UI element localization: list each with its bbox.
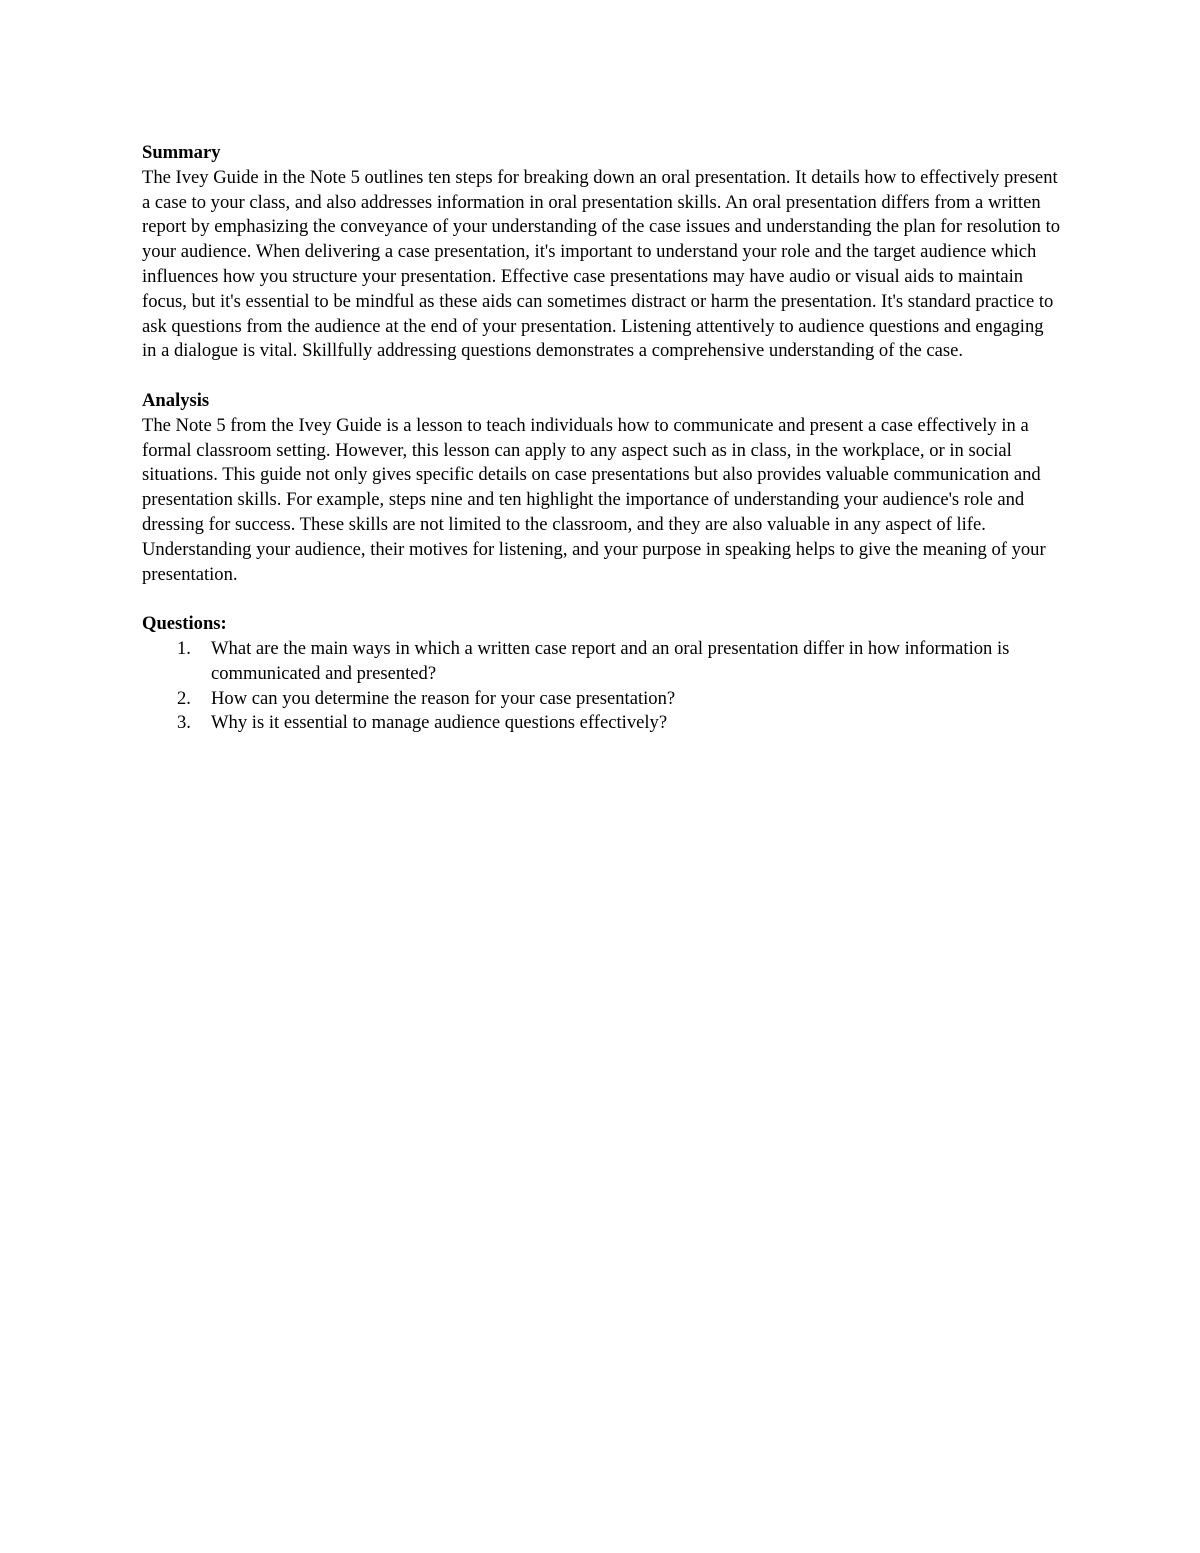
- question-text: Why is it essential to manage audience questions effectively?: [211, 712, 668, 734]
- questions-heading: Questions:: [142, 613, 227, 635]
- analysis-heading: Analysis: [142, 389, 210, 411]
- summary-heading: Summary: [142, 142, 221, 163]
- analysis-paragraph: The Note 5 from the Ivey Guide is a lesson to teach individuals how to communicate and present a case effectively in a formal classroom setting. However, this lesson can apply to any aspect such as in class, in the workplace, or in social situations. This guide not only gives specific details on case presentations but also provides valuable communication and presentation skills. For example, steps nine and ten highlight the importance of understanding your audience's role and dressing for success. These skills are not limited to the classroom, and they are also valuable in any aspect of life. Understanding your audience, their motives for listening, and your purpose in speaking helps to give the meaning of your presentation.: [142, 414, 1046, 585]
- analysis-section: [142, 389, 1062, 587]
- question-number: 3.: [177, 712, 191, 734]
- list-item: [142, 687, 1062, 712]
- list-item: [142, 711, 1062, 736]
- questions-list: [142, 637, 1062, 736]
- question-number: 2.: [177, 687, 191, 709]
- question-text: What are the main ways in which a written case report and an oral presentation differ in how information is communicated and presented?: [211, 637, 1010, 684]
- summary-paragraph: The Ivey Guide in the Note 5 outlines ten steps for breaking down an oral presentation. It details how to effectively present a case to your class, and also addresses information in oral presentation skills. An oral presentation differs from a written report by emphasizing the conveyance of your understanding of the case issues and understanding the plan for resolution to your audience. When delivering a case presentation, it's important to understand your role and the target audience which influences how you structure your presentation. Effective case presentations may have audio or visual aids to maintain focus, but it's essential to be mindful as these aids can sometimes distract or harm the presentation. It's standard practice to ask questions from the audience at the end of your presentation. Listening attentively to audience questions and engaging in a dialogue is vital. Skillfully addressing questions demonstrates a comprehensive understanding of the case.: [142, 166, 1061, 362]
- document-content: [142, 141, 1062, 761]
- question-text: How can you determine the reason for your case presentation?: [211, 687, 676, 709]
- questions-section: [142, 612, 1062, 736]
- question-number: 1.: [177, 637, 191, 659]
- summary-section: [142, 141, 1062, 364]
- list-item: [142, 637, 1062, 687]
